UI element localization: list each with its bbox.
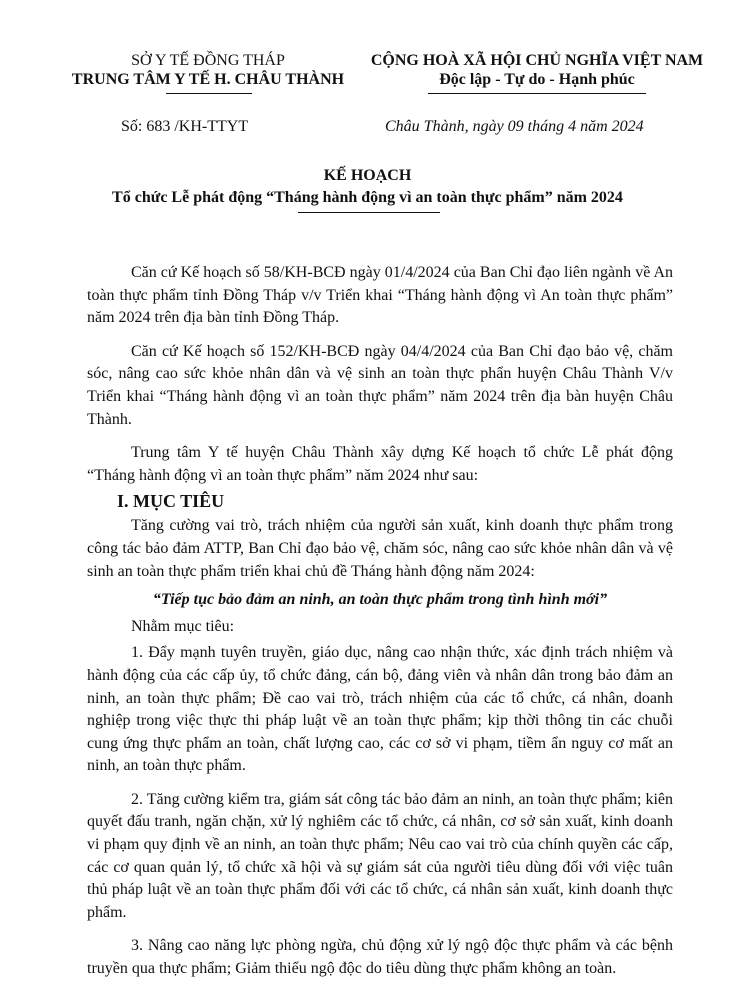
national-header: [362, 51, 712, 89]
section-heading-objectives: I. MỤC TIÊU: [117, 491, 225, 512]
title-underline: [298, 212, 440, 213]
legal-basis-2: Căn cứ Kế hoạch số 152/KH-BCĐ ngày 04/4/2024 của Ban Chỉ đạo bảo vệ, chăm sóc, nâng cao sức khỏe nhân dân và vệ sinh an toàn thực phẩn huyện Châu Thành V/v Triển khai “Tháng hành động vì an toàn thực phẩm” năm 2024 trên địa bàn huyện Châu Thành.: [87, 342, 673, 428]
campaign-theme: “Tiếp tục bảo đảm an ninh, an toàn thực phẩm trong tình hình mới”: [152, 591, 608, 609]
national-motto: Độc lập - Tự do - Hạnh phúc: [439, 71, 635, 88]
document-subject: Tổ chức Lễ phát động “Tháng hành động vì an toàn thực phẩm” năm 2024: [112, 189, 623, 206]
agency-name: TRUNG TÂM Y TẾ H. CHÂU THÀNH: [71, 71, 345, 88]
document-body: [87, 262, 673, 981]
legal-basis-1: Căn cứ Kế hoạch số 58/KH-BCĐ ngày 01/4/2024 của Ban Chỉ đạo liên ngành về An toàn thực phẩm tỉnh Đồng Tháp v/v Triển khai “Tháng hành động vì An toàn thực phẩm” năm 2024 trên địa bàn tỉnh Đồng Tháp.: [87, 264, 673, 327]
goals-intro: Nhằm mục tiêu:: [131, 617, 235, 635]
motto-underline: [428, 93, 646, 94]
goal-item-1: 1. Đẩy mạnh tuyên truyền, giáo dục, nâng cao nhận thức, xác định trách nhiệm và hành động của các cấp ủy, tổ chức đảng, cán bộ, đảng viên và nhân dân trong bảo đảm an ninh, an toàn thực phẩm; Đề cao vai trò, trách nhiệm của các tổ chức, cá nhân, doanh nghiệp trong việc thực thi pháp luật về an toàn thực phẩm; kịp thời thông tin các chuỗi cung ứng thực phẩm an toàn, chất lượng cao, các cơ sở vi phạm, tiềm ẩn nguy cơ mất an ninh, an toàn thực phẩm.: [87, 644, 673, 775]
intro-paragraph: Trung tâm Y tế huyện Châu Thành xây dựng Kế hoạch tổ chức Lễ phát động “Tháng hành động vì an toàn thực phẩm” năm 2024 như sau:: [87, 444, 673, 484]
place-date: Châu Thành, ngày 09 tháng 4 năm 2024: [385, 118, 644, 135]
document-type: KẾ HOẠCH: [323, 167, 412, 184]
document-number: Số: 683 /KH-TTYT: [121, 118, 249, 135]
issuing-agency: [62, 51, 354, 89]
parent-agency: SỞ Y TẾ ĐỒNG THÁP: [131, 52, 285, 69]
agency-underline: [166, 93, 252, 94]
objectives-paragraph: Tăng cường vai trò, trách nhiệm của người sản xuất, kinh doanh thực phẩm trong công tác bảo đảm ATTP, Ban Chỉ đạo bảo vệ, chăm sóc, nâng cao sức khỏe nhân dân và vệ sinh an toàn thực phẩm triển khai chủ đề Tháng hành động năm 2024:: [87, 517, 673, 580]
nation-name: CỘNG HOÀ XÃ HỘI CHỦ NGHĨA VIỆT NAM: [370, 52, 704, 69]
goal-item-2: 2. Tăng cường kiểm tra, giám sát công tác bảo đảm an ninh, an toàn thực phẩm; kiên quyết đấu tranh, ngăn chặn, xử lý nghiêm các tổ chức, cá nhân, cơ sở sản xuất, kinh doanh vi phạm quy định về an ninh, an toàn thực phẩm; Nêu cao vai trò của chính quyền các cấp, các cơ quan quản lý, tổ chức xã hội và sự giám sát của người tiêu dùng đối với việc tuân thủ pháp luật về an toàn thực phẩm đối với các tổ chức, cá nhân sản xuất, kinh doanh thực phẩm.: [87, 790, 673, 921]
goal-item-3: 3. Nâng cao năng lực phòng ngừa, chủ động xử lý ngộ độc thực phẩm và các bệnh truyền qua thực phẩm; Giảm thiểu ngộ độc do tiêu dùng thực phẩm không an toàn.: [87, 937, 673, 978]
